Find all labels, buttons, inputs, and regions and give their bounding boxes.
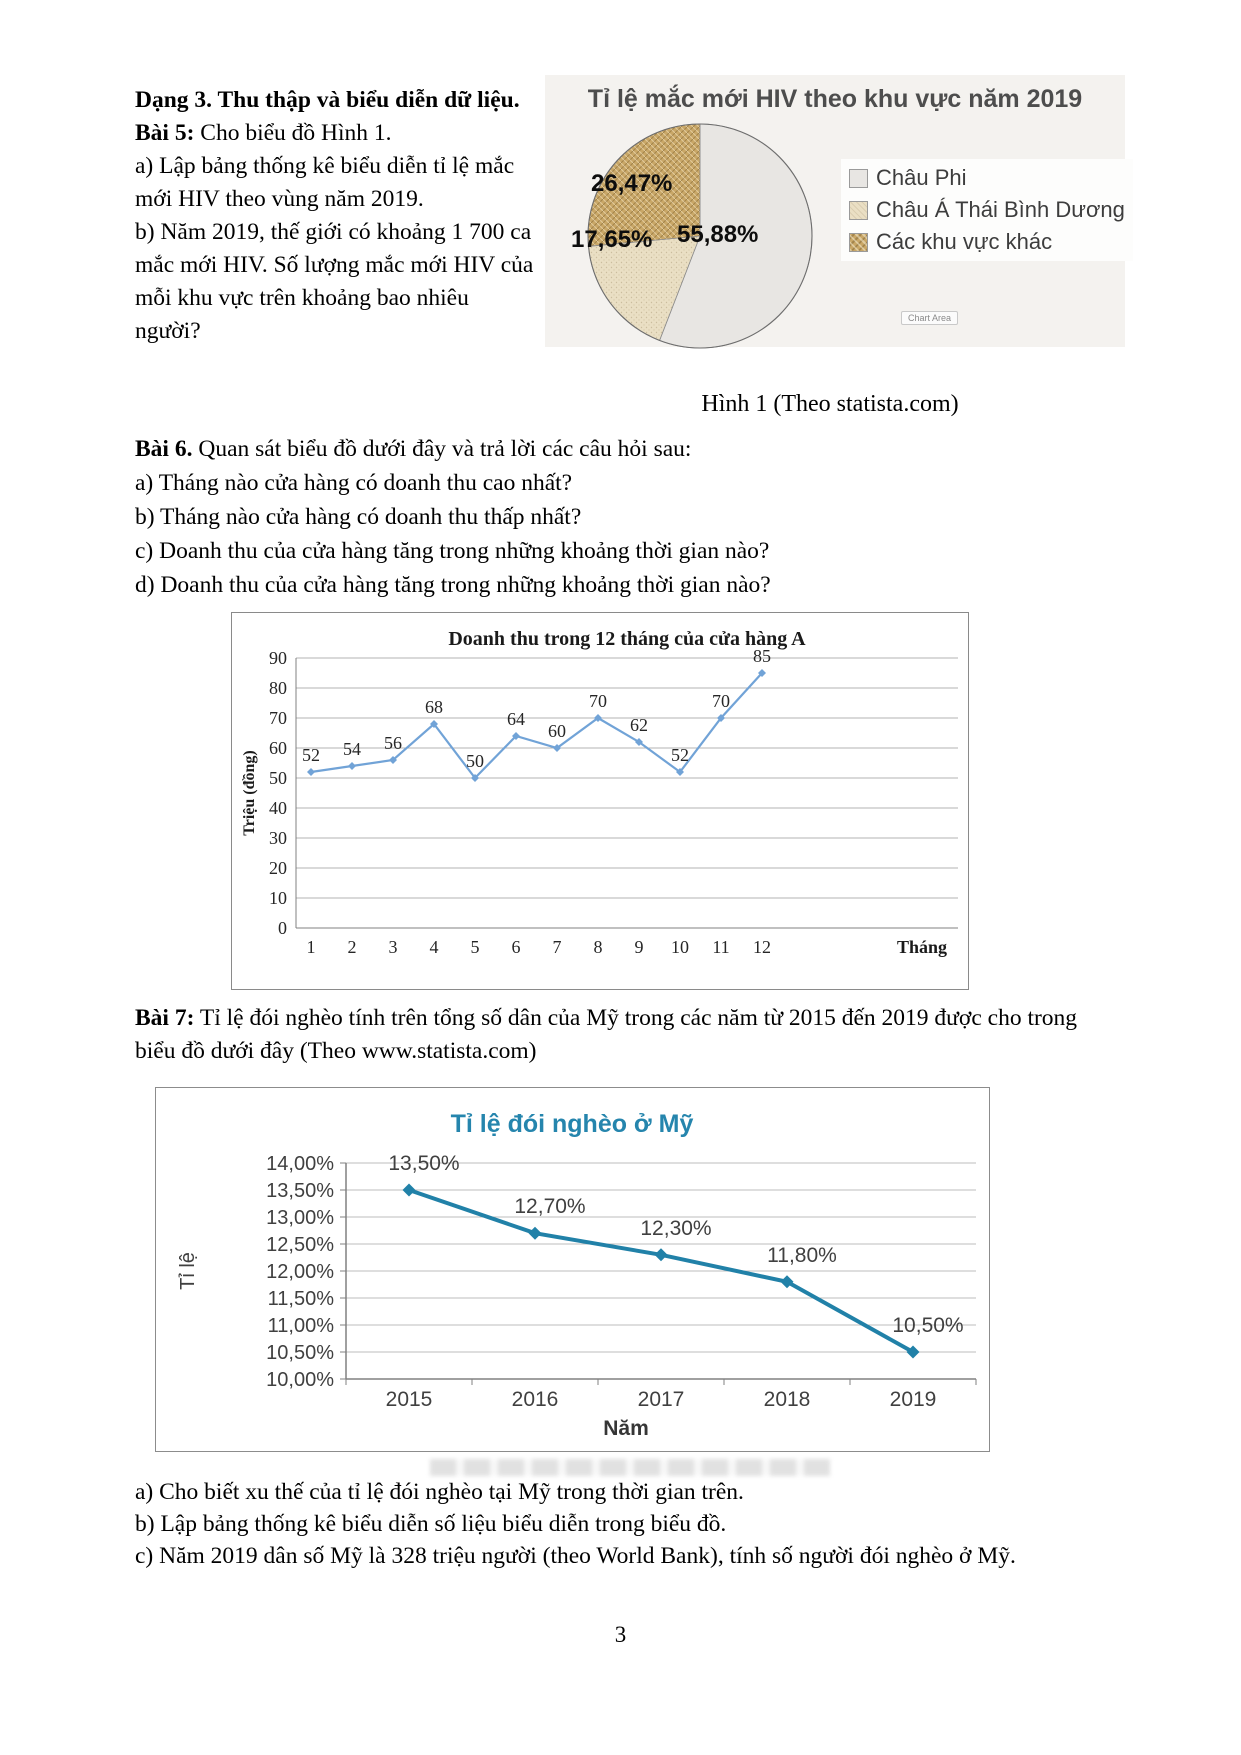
svg-text:13,00%: 13,00% [266,1207,334,1229]
legend-swatch-khac [849,233,868,252]
svg-text:70: 70 [269,708,287,728]
bai6-label: Bài 6. [135,436,193,462]
svg-text:10,50%: 10,50% [266,1342,334,1364]
svg-text:40: 40 [269,798,287,818]
faded-caption [430,1459,830,1476]
bai7-question-c: c) Năm 2019 dân số Mỹ là 328 triệu người (theo World Bank), tính số người đói nghèo ở Mỹ. [135,1543,1016,1569]
hiv-pie-chart-figure [545,75,1125,347]
svg-text:2019: 2019 [889,1388,937,1411]
svg-text:68: 68 [425,697,443,717]
svg-text:7: 7 [552,937,562,957]
svg-text:9: 9 [634,937,644,957]
pie-value-label-chau-a: 17,65% [571,226,653,253]
bai7-label: Bài 7: [135,1005,195,1031]
svg-text:54: 54 [343,739,361,759]
bai7-text-block [135,1002,1103,1068]
pie-value-label-khac: 26,47% [591,170,673,197]
svg-text:2: 2 [347,937,357,957]
svg-text:2018: 2018 [763,1388,811,1411]
bai7-question-a: a) Cho biết xu thế của tỉ lệ đói nghèo tại Mỹ trong thời gian trên. [135,1479,744,1505]
legend-label-khac: Các khu vực khác [876,229,1053,254]
section-title: Dạng 3. Thu thập và biểu diễn dữ liệu. [135,87,520,113]
svg-text:2017: 2017 [637,1388,685,1411]
svg-text:80: 80 [269,678,287,698]
svg-text:Năm: Năm [603,1417,649,1440]
bai5-intro [135,117,537,150]
legend-row-khac [849,229,1125,255]
revenue-series-line [311,673,762,778]
svg-text:12,30%: 12,30% [640,1216,712,1240]
svg-text:1: 1 [306,937,316,957]
pie-legend [841,159,1133,261]
pie-chart-title: Tỉ lệ mắc mới HIV theo khu vực năm 2019 [587,85,1083,113]
svg-text:52: 52 [302,745,320,765]
svg-text:11,00%: 11,00% [267,1315,334,1337]
svg-text:70: 70 [589,691,607,711]
svg-text:11,80%: 11,80% [767,1243,837,1267]
chart-area-tooltip: Chart Area [901,311,958,325]
svg-text:Tỉ lệ: Tỉ lệ [177,1252,199,1290]
svg-text:60: 60 [548,721,566,741]
revenue-line-chart [231,612,969,990]
svg-text:8: 8 [593,937,603,957]
page-number: 3 [614,1622,627,1647]
svg-text:10,50%: 10,50% [892,1314,964,1337]
data-point-marker [529,1227,542,1240]
svg-text:11,50%: 11,50% [267,1288,334,1310]
svg-text:Triệu (đồng): Triệu (đồng) [241,750,258,836]
svg-text:2016: 2016 [511,1388,559,1411]
svg-text:20: 20 [269,858,287,878]
svg-text:64: 64 [507,709,525,729]
bai5-text-block [135,84,537,348]
svg-text:10: 10 [269,888,287,908]
svg-text:70: 70 [712,691,730,711]
legend-label-chau-phi: Châu Phi [876,165,967,190]
bai5-label: Bài 5: [135,120,195,146]
svg-text:52: 52 [671,745,689,765]
svg-text:13,50%: 13,50% [388,1152,460,1175]
bai5-question-a: a) Lập bảng thống kê biểu diễn tỉ lệ mắc mới HIV theo vùng năm 2019. [135,153,515,212]
svg-text:50: 50 [466,751,484,771]
svg-text:12,00%: 12,00% [266,1261,334,1283]
bai5-question-b: b) Năm 2019, thế giới có khoảng 1 700 ca mắc mới HIV. Số lượng mắc mới HIV của mỗi khu vực trên khoảng bao nhiêu người? [135,219,534,344]
legend-label-chau-a: Châu Á Thái Bình Dương [876,197,1125,222]
svg-text:30: 30 [269,828,287,848]
data-point-marker [403,1184,416,1197]
svg-text:Doanh thu trong 12 tháng của c: Doanh thu trong 12 tháng của cửa hàng A [448,628,806,650]
legend-row-chau-a [849,197,1125,223]
svg-text:2015: 2015 [385,1388,433,1411]
svg-text:4: 4 [429,937,439,957]
svg-text:50: 50 [269,768,287,788]
svg-text:90: 90 [269,648,287,668]
legend-row-chau-phi [849,165,1125,191]
svg-text:13,50%: 13,50% [266,1180,334,1202]
revenue-chart-svg [232,613,968,989]
svg-text:60: 60 [269,738,287,758]
svg-text:0: 0 [278,918,287,938]
svg-text:56: 56 [384,733,402,753]
bai7-intro [135,1002,1103,1068]
legend-swatch-chau-phi [849,169,868,188]
legend-swatch-chau-a [849,201,868,220]
svg-text:10: 10 [671,937,689,957]
poverty-line-chart [155,1087,990,1452]
data-point-marker [348,762,356,770]
bai6-text-block [135,432,1145,602]
svg-text:Tỉ lệ đói nghèo ở Mỹ: Tỉ lệ đói nghèo ở Mỹ [450,1110,694,1138]
svg-text:3: 3 [388,937,398,957]
bai6-question-a: a) Tháng nào cửa hàng có doanh thu cao nhất? [135,470,573,496]
pie-value-label-chau-phi: 55,88% [677,221,759,248]
data-point-marker [307,768,315,776]
bai5-intro-text: Cho biểu đồ Hình 1. [194,120,392,146]
bai7-question-b: b) Lập bảng thống kê biểu diễn số liệu biểu diễn trong biểu đồ. [135,1511,727,1537]
bai6-intro-text: Quan sát biểu đồ dưới đây và trả lời các câu hỏi sau: [192,436,692,462]
svg-text:11: 11 [712,937,730,957]
bai6-intro [135,432,1145,466]
bai7-questions-block [135,1476,1127,1572]
data-point-marker [655,1248,668,1261]
svg-text:10,00%: 10,00% [266,1369,334,1391]
bai7-intro-text: Tỉ lệ đói nghèo tính trên tổng số dân của Mỹ trong các năm từ 2015 đến 2019 được cho trong biểu đồ dưới đây (Theo www.statista.com) [135,1005,1078,1064]
svg-text:12: 12 [753,937,771,957]
poverty-chart-svg [156,1088,989,1451]
bai6-question-b: b) Tháng nào cửa hàng có doanh thu thấp nhất? [135,504,582,530]
figure1-caption: Hình 1 (Theo statista.com) [701,391,959,417]
svg-text:62: 62 [630,715,648,735]
bai6-question-c: c) Doanh thu của cửa hàng tăng trong những khoảng thời gian nào? [135,538,770,564]
svg-text:6: 6 [511,937,521,957]
svg-text:5: 5 [470,937,480,957]
svg-text:12,50%: 12,50% [266,1234,334,1256]
svg-text:14,00%: 14,00% [266,1153,334,1175]
svg-text:12,70%: 12,70% [514,1195,586,1219]
svg-text:85: 85 [753,646,771,666]
svg-text:Tháng: Tháng [896,937,948,957]
bai6-question-d: d) Doanh thu của cửa hàng tăng trong những khoảng thời gian nào? [135,572,771,598]
